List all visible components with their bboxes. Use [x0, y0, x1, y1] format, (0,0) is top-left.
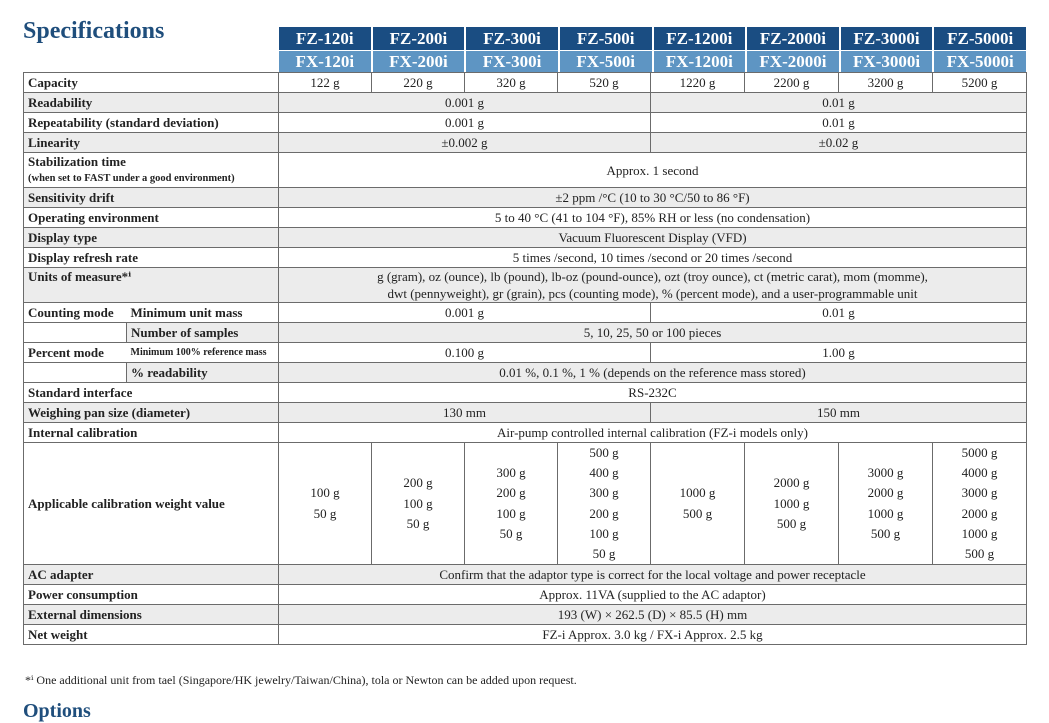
- stabilization-sublabel: (when set to FAST under a good environment): [28, 173, 235, 184]
- model-column: [934, 27, 1026, 72]
- row-label: Net weight: [24, 625, 279, 645]
- cal-weight-cell: [372, 443, 465, 565]
- table-row: [24, 133, 1027, 153]
- capacity-value: 5200 g: [933, 73, 1027, 93]
- cal-weight: 500 g: [870, 525, 901, 541]
- table-row: [24, 323, 1027, 343]
- table-row: [24, 248, 1027, 268]
- table-row: [24, 363, 1027, 383]
- table-row: [24, 303, 1027, 323]
- capacity-value: 220 g: [372, 73, 465, 93]
- cal-weight: 400 g: [589, 465, 619, 481]
- model-column: [373, 27, 465, 72]
- fz-model: FZ-3000i: [841, 27, 933, 50]
- table-row: [24, 93, 1027, 113]
- fz-model: FZ-120i: [279, 27, 371, 50]
- fz-model: FZ-300i: [466, 27, 558, 50]
- fx-model: FX-1200i: [654, 51, 746, 72]
- row-sublabel: % readability: [127, 363, 279, 383]
- cal-weight: 500 g: [682, 505, 713, 521]
- row-label: External dimensions: [24, 605, 279, 625]
- model-column: [466, 27, 558, 72]
- stabilization-label: Stabilization time: [28, 154, 126, 169]
- table-row: [24, 423, 1027, 443]
- units-line: g (gram), oz (ounce), lb (pound), lb-oz (pound-ounce), ozt (troy ounce), ct (metric carat), mom (momme),: [377, 269, 928, 284]
- cal-weight-cell: [558, 443, 651, 565]
- table-row: [24, 343, 1027, 363]
- fx-model: FX-120i: [279, 51, 371, 72]
- cal-weight-cell: [839, 443, 933, 565]
- cal-weight: 100 g: [589, 525, 619, 541]
- units-value: [279, 268, 1027, 303]
- table-row: [24, 188, 1027, 208]
- cal-weight-cell: [933, 443, 1027, 565]
- display-type-value: Vacuum Fluorescent Display (VFD): [279, 228, 1027, 248]
- row-label-empty: [24, 363, 127, 383]
- cal-weight: 100 g: [403, 495, 433, 511]
- sensitivity-value: ±2 ppm /°C (10 to 30 °C/50 to 86 °F): [279, 188, 1027, 208]
- row-label: Readability: [24, 93, 279, 113]
- cal-weight: 4000 g: [961, 465, 998, 481]
- cal-weight: 200 g: [403, 475, 433, 491]
- table-row: [24, 403, 1027, 423]
- table-row: [24, 585, 1027, 605]
- cal-weight: 2000 g: [867, 485, 904, 501]
- row-label: Capacity: [24, 73, 279, 93]
- cal-weight: 3000 g: [961, 485, 998, 501]
- cal-weight: 500 g: [964, 546, 995, 562]
- units-line: dwt (pennyweight), gr (grain), pcs (counting mode), % (percent mode), and a user-programmable unit: [387, 286, 918, 301]
- linearity-low: ±0.002 g: [279, 133, 651, 153]
- dimensions-value: 193 (W) × 262.5 (D) × 85.5 (H) mm: [279, 605, 1027, 625]
- net-weight-value: FZ-i Approx. 3.0 kg / FX-i Approx. 2.5 kg: [279, 625, 1027, 645]
- counting-min-high: 0.01 g: [651, 303, 1027, 323]
- cal-weight: 100 g: [310, 485, 340, 501]
- table-row: [24, 625, 1027, 645]
- percent-readability-value: 0.01 %, 0.1 %, 1 % (depends on the reference mass stored): [279, 363, 1027, 383]
- counting-min-low: 0.001 g: [279, 303, 651, 323]
- capacity-value: 3200 g: [839, 73, 933, 93]
- cal-weight-cell: [465, 443, 558, 565]
- table-row: [24, 268, 1027, 303]
- fz-model: FZ-500i: [560, 27, 652, 50]
- cal-weight: 1000 g: [961, 525, 998, 541]
- cal-weight: 200 g: [589, 505, 619, 521]
- table-row: [24, 443, 1027, 565]
- row-label: Operating environment: [24, 208, 279, 228]
- row-label: Percent mode: [24, 343, 127, 363]
- cal-weight: 1000 g: [773, 495, 810, 511]
- row-label: Counting mode: [24, 303, 127, 323]
- row-label: Sensitivity drift: [24, 188, 279, 208]
- page-title: Specifications: [23, 18, 165, 44]
- row-label: Weighing pan size (diameter): [24, 403, 279, 423]
- cal-weight: 1000 g: [867, 505, 904, 521]
- row-label: Display type: [24, 228, 279, 248]
- cal-weight: 50 g: [313, 505, 337, 521]
- repeatability-low: 0.001 g: [279, 113, 651, 133]
- fx-model: FX-300i: [466, 51, 558, 72]
- cal-weight: 3000 g: [867, 465, 904, 481]
- row-label: Repeatability (standard deviation): [24, 113, 279, 133]
- spec-table: [23, 72, 1027, 645]
- model-column: [560, 27, 652, 72]
- cal-weight: 100 g: [496, 505, 526, 521]
- fz-model: FZ-5000i: [934, 27, 1026, 50]
- repeatability-high: 0.01 g: [651, 113, 1027, 133]
- cal-weight: 300 g: [496, 465, 526, 481]
- fx-model: FX-5000i: [934, 51, 1026, 72]
- percent-min-high: 1.00 g: [651, 343, 1027, 363]
- stabilization-value: Approx. 1 second: [279, 153, 1027, 188]
- cal-weight: 50 g: [499, 525, 523, 541]
- cal-weight: 300 g: [589, 485, 619, 501]
- capacity-value: 122 g: [279, 73, 372, 93]
- table-row: [24, 208, 1027, 228]
- model-column: [654, 27, 746, 72]
- readability-high: 0.01 g: [651, 93, 1027, 113]
- fz-model: FZ-200i: [373, 27, 465, 50]
- row-sublabel: Minimum unit mass: [127, 303, 279, 323]
- refresh-value: 5 times /second, 10 times /second or 20 times /second: [279, 248, 1027, 268]
- readability-low: 0.001 g: [279, 93, 651, 113]
- cal-weight: 500 g: [589, 445, 619, 460]
- table-row: [24, 153, 1027, 188]
- cal-weight: 200 g: [496, 485, 526, 501]
- ac-adapter-value: Confirm that the adaptor type is correct for the local voltage and power receptacle: [279, 565, 1027, 585]
- cal-weight-cell: [651, 443, 745, 565]
- cal-weight: 500 g: [776, 515, 807, 531]
- capacity-value: 320 g: [465, 73, 558, 93]
- row-label: AC adapter: [24, 565, 279, 585]
- row-sublabel: Minimum 100% reference mass: [127, 343, 279, 363]
- fx-model: FX-500i: [560, 51, 652, 72]
- table-row: [24, 113, 1027, 133]
- counting-samples-value: 5, 10, 25, 50 or 100 pieces: [279, 323, 1027, 343]
- fx-model: FX-200i: [373, 51, 465, 72]
- internal-cal-value: Air-pump controlled internal calibration (FZ-i models only): [279, 423, 1027, 443]
- power-value: Approx. 11VA (supplied to the AC adaptor): [279, 585, 1027, 605]
- cal-weight: 1000 g: [679, 485, 716, 501]
- row-label: Display refresh rate: [24, 248, 279, 268]
- row-label: Internal calibration: [24, 423, 279, 443]
- options-heading: Options: [23, 700, 91, 722]
- fz-model: FZ-1200i: [654, 27, 746, 50]
- capacity-value: 2200 g: [745, 73, 839, 93]
- row-label: Applicable calibration weight value: [24, 443, 279, 565]
- cal-weight-cell: [745, 443, 839, 565]
- fx-model: FX-2000i: [747, 51, 839, 72]
- capacity-value: 520 g: [558, 73, 651, 93]
- model-column: [747, 27, 839, 72]
- cal-weight: 50 g: [592, 546, 616, 562]
- cal-weight: 50 g: [406, 515, 430, 531]
- fx-model: FX-3000i: [841, 51, 933, 72]
- row-label: Standard interface: [24, 383, 279, 403]
- pan-low: 130 mm: [279, 403, 651, 423]
- capacity-value: 1220 g: [651, 73, 745, 93]
- environment-value: 5 to 40 °C (41 to 104 °F), 85% RH or less (no condensation): [279, 208, 1027, 228]
- pan-high: 150 mm: [651, 403, 1027, 423]
- row-label: [24, 153, 279, 188]
- model-column: [279, 27, 371, 72]
- cal-weight: 5000 g: [961, 445, 998, 460]
- row-sublabel: Number of samples: [127, 323, 279, 343]
- row-label: Power consumption: [24, 585, 279, 605]
- row-label: Units of measure*ⁱ: [24, 268, 279, 303]
- model-column: [841, 27, 933, 72]
- percent-min-low: 0.100 g: [279, 343, 651, 363]
- table-row: [24, 565, 1027, 585]
- linearity-high: ±0.02 g: [651, 133, 1027, 153]
- footnote: *ⁱ One additional unit from tael (Singapore/HK jewelry/Taiwan/China), tola or Newton can be added upon request.: [25, 673, 577, 687]
- cal-weight: 2000 g: [961, 505, 998, 521]
- row-label-empty: [24, 323, 127, 343]
- model-header: [279, 27, 1026, 72]
- row-label: Linearity: [24, 133, 279, 153]
- table-row: [24, 383, 1027, 403]
- cal-weight: 2000 g: [773, 475, 810, 491]
- fz-model: FZ-2000i: [747, 27, 839, 50]
- interface-value: RS-232C: [279, 383, 1027, 403]
- table-row: [24, 73, 1027, 93]
- table-row: [24, 605, 1027, 625]
- table-row: [24, 228, 1027, 248]
- cal-weight-cell: [279, 443, 372, 565]
